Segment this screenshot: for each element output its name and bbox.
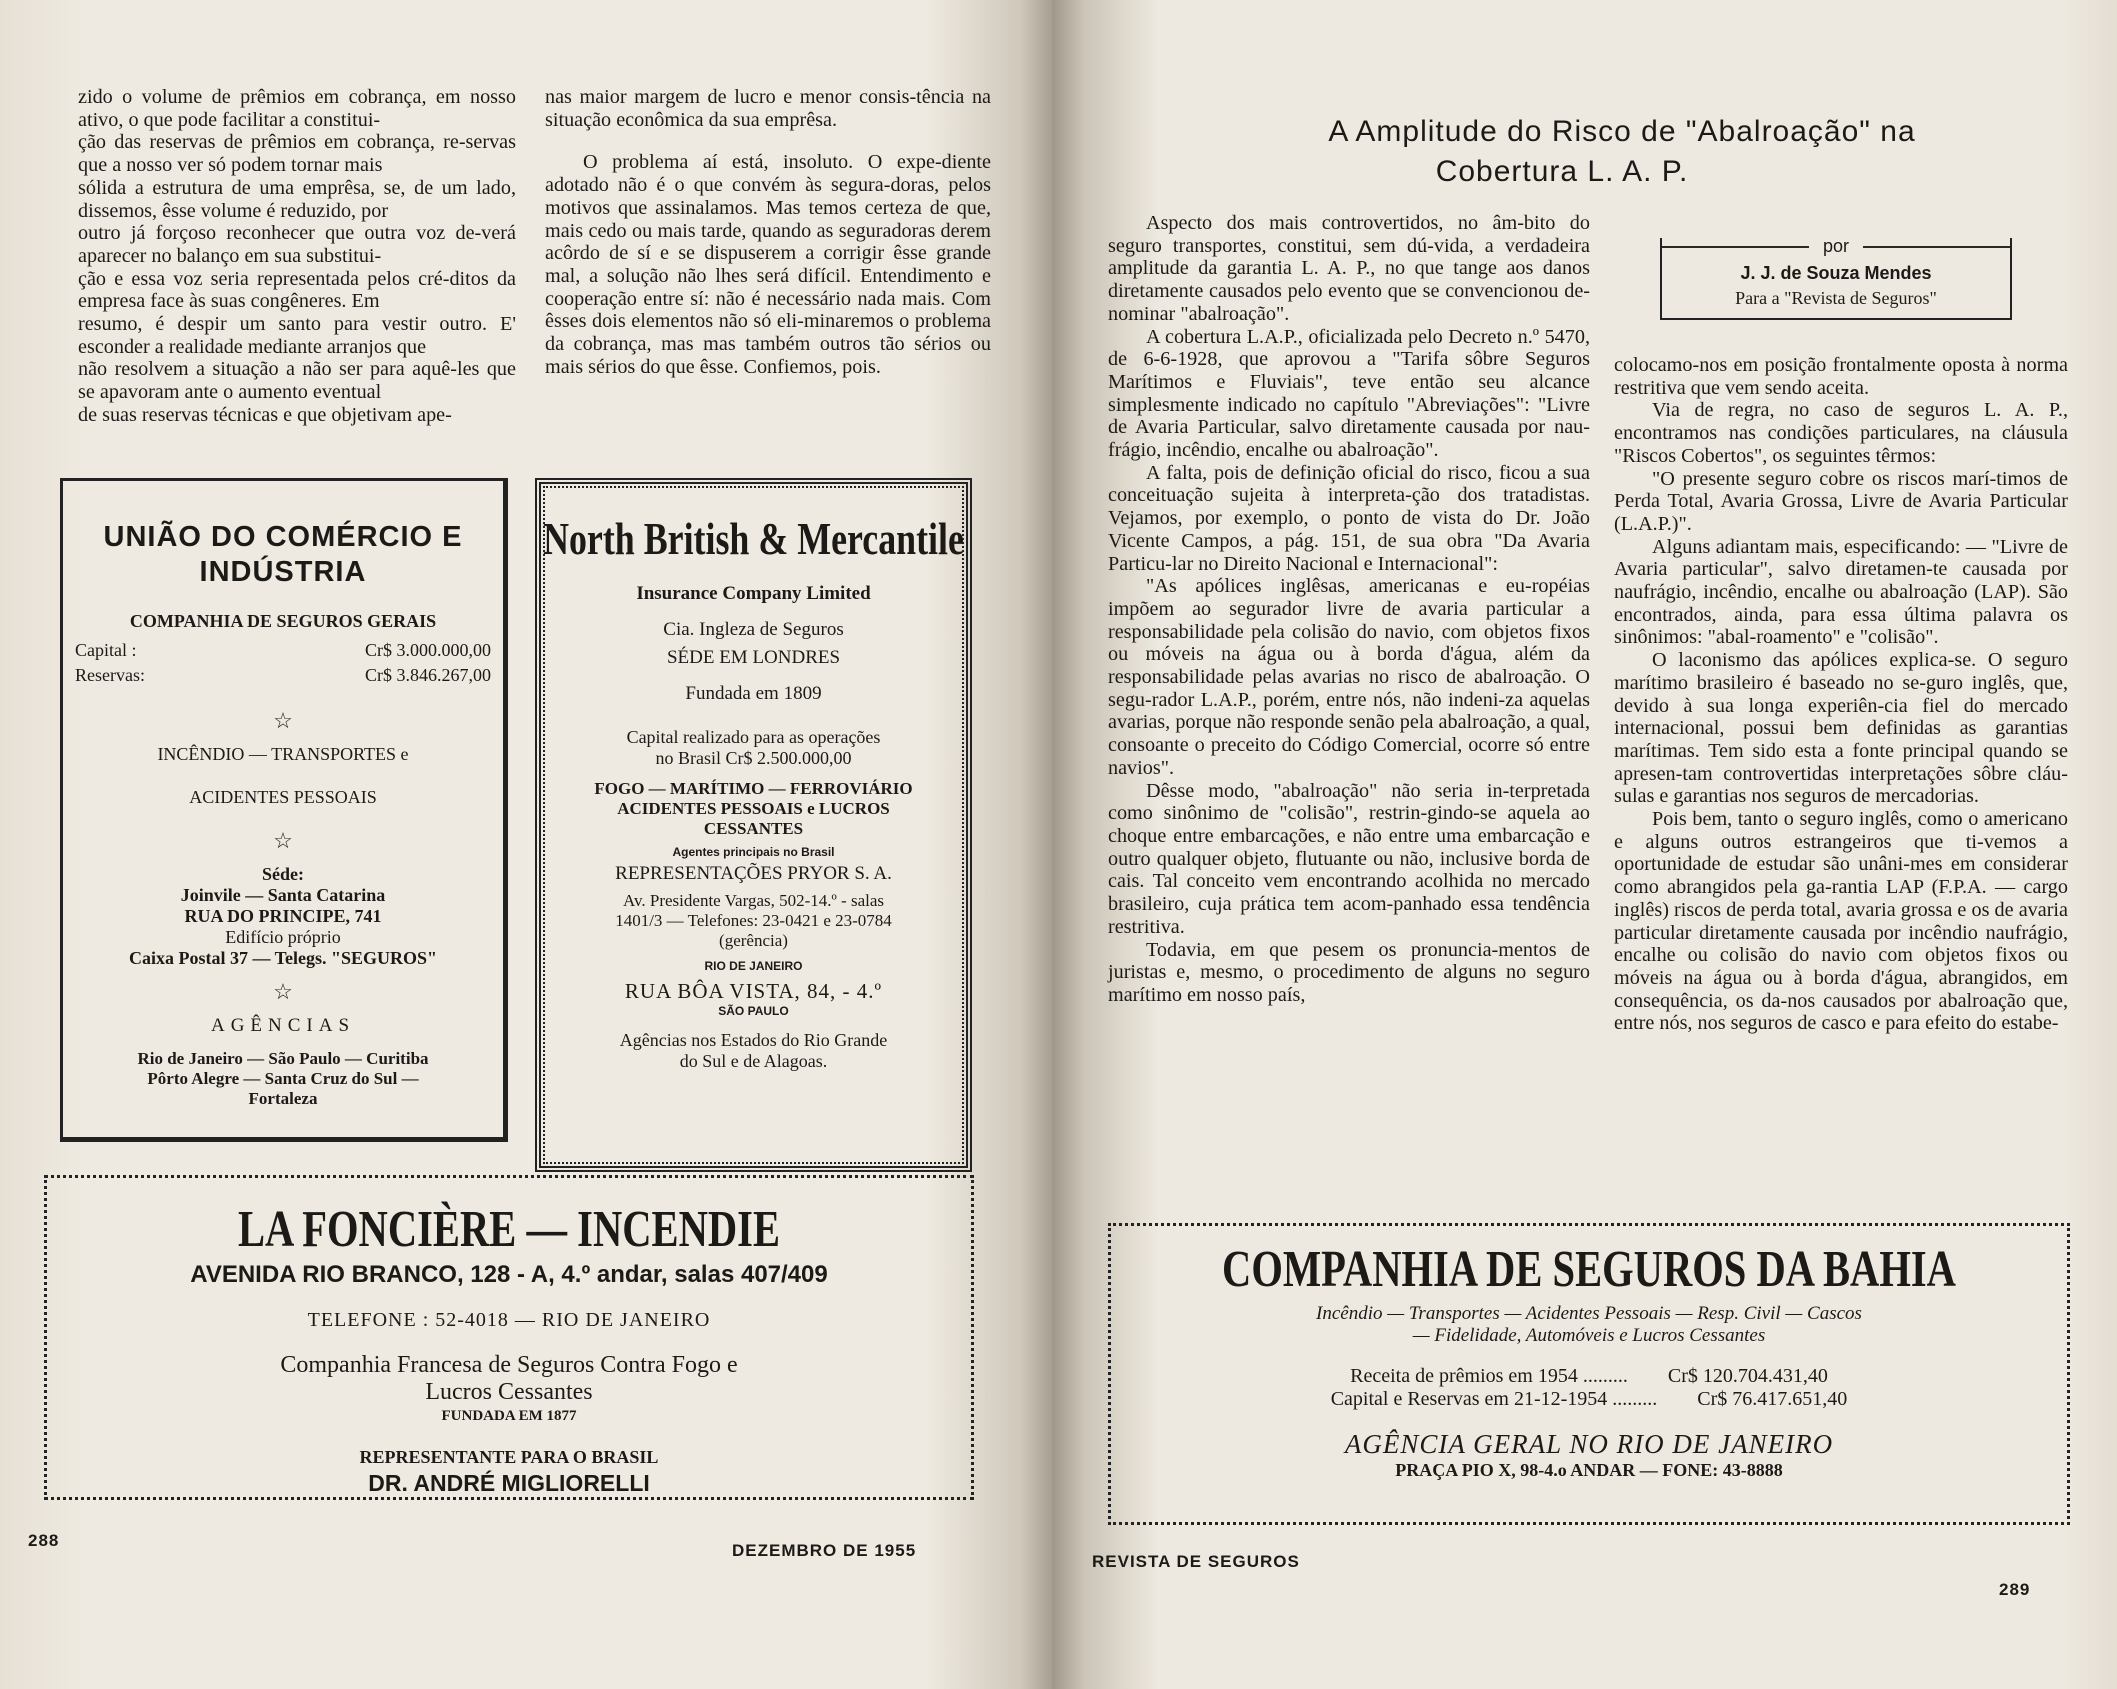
capital-label: Capital : (75, 640, 137, 660)
ad-line: Capital realizado para as operações (626, 727, 881, 747)
title-line-1: A Amplitude do Risco de "Abalroação" na (1328, 115, 1916, 148)
ad-line: Lucros Cessantes (425, 1379, 593, 1405)
article-title (1132, 112, 2112, 192)
paragraph: Alguns adiantam mais, especificando: — "Livre de Avaria particular", salvo diretamen-te causada por naufrágio, incêndio, encalhe ou abalroação (LAP). São encontrados, ainda, para essa última palavra os sinônimos: "abal-roamento" e "colisão". (1614, 535, 2068, 649)
paragraph: Dêsse modo, "abalroação" não seria in-terpretada como sinônimo de "colisão", restrin-gindo-se aquela ao choque entre embarcações, e não entre uma embarcação e outro qualquer objeto, flutuante ou não, inclusive borda de cais. Tal conceito vem encontrando acolhida no mercado brasileiro, cuja prática tem acom-panhado essa tendência restritiva. (1108, 779, 1590, 938)
paragraph: O laconismo das apólices explica-se. O seguro marítimo brasileiro é baseado no se-guro inglês, que, devido à sua longa experiên-cia fiel do mercado internacional, possui bem definidas as garantias marítimas. Tem sido esta a fonte principal quando se apresen-tam controvertidas interpretações sôbre cláu-sulas e garantias nos seguros de mercadorias. (1614, 649, 2068, 808)
ad-line: REPRESENTANTE PARA O BRASIL (359, 1447, 659, 1467)
capital-value: Cr$ 3.000.000,00 (365, 640, 491, 660)
paragraph: Aspecto dos mais controvertidos, no âm-bito do seguro transportes, constitui, sem dú-vida, a verdadeira amplitude da garantia L. A. P., no que tange aos danos diretamente causados pelo evento que se convencionou de-nominar "abalroação". (1108, 212, 1590, 325)
ad-line: Cia. Ingleza de Seguros (663, 619, 844, 640)
ad-line: Incêndio — Transportes — Acidentes Pessoais — Resp. Civil — Cascos (1316, 1303, 1862, 1324)
byline-por: por (1823, 236, 1850, 256)
paragraph: colocamo-nos em posição frontalmente oposta à norma restritiva que vem sendo aceita. (1614, 354, 2068, 399)
ad-line: Edifício próprio (225, 927, 341, 947)
star-icon: ☆ (273, 708, 293, 733)
text-line: resumo, é despir um santo para vestir outro. E' esconder a realidade mediante arranjos que (78, 313, 516, 358)
ad-title: COMPANHIA DE SEGUROS DA BAHIA (1222, 1241, 1956, 1298)
page-number: 288 (28, 1531, 60, 1550)
text-line: ção e essa voz seria representada pelos cré-ditos da empresa face às suas congêneres. Em (78, 267, 516, 313)
ad-address: AVENIDA RIO BRANCO, 128 - A, 4.º andar, salas 407/409 (190, 1261, 828, 1288)
ad-phone: TELEFONE : 52-4018 — RIO DE JANEIRO (307, 1309, 711, 1331)
footer-date: DEZEMBRO DE 1955 (732, 1541, 917, 1560)
text-line: sólida a estrutura de uma emprêsa, se, de um lado, dissemos, êsse volume é reduzido, por (78, 176, 516, 222)
ad-line: RIO DE JANEIRO (704, 959, 803, 973)
paragraph: O problema aí está, insoluto. O expe-diente adotado não é o que convém às segura-doras, pelos motivos que assinalamos. Mas temos certeza de que, mais cedo ou mais tarde, quando as seguradoras derem acôrdo de sí e se dispuserem a corrigir êsse grande mal, a solução não lhes será difícil. Entendimento e cooperação entre sí: não é necessário nada mais. Com êsses dois elementos não só eli-minaremos o problema da cobrança, mas mas também outros tão sérios ou mais sérios do que êsse. Confiemos, pois. (545, 151, 991, 378)
right-column-2 (1614, 354, 2068, 1035)
text-line: outro já forçoso reconhecer que outra voz de-verá aparecer no balanço em sua substitui- (78, 222, 516, 267)
star-icon: ☆ (273, 979, 293, 1004)
ad-line: Fundada em 1809 (685, 683, 822, 704)
paragraph: A cobertura L.A.P., oficializada pelo Decreto n.º 5470, de 6-6-1928, que aprovou a "Tarifa sôbre Seguros Marítimos e Fluviais", teve então seu alcance simplesmente indicado no capítulo "Abreviações": "Livre de Avaria Particular, salvo diretamente causada por nau-frágio, incêndio, encalhe ou abalroação". (1108, 325, 1590, 462)
ad-line: — Fidelidade, Automóveis e Lucros Cessantes (1412, 1325, 1766, 1346)
ad-line: RUA BÔA VISTA, 84, - 4.º (624, 979, 883, 1003)
ad-north-british (535, 478, 972, 1172)
ad-line: FOGO — MARÍTIMO — FERROVIÁRIO (594, 779, 913, 798)
ad-line: Rio de Janeiro — São Paulo — Curitiba (137, 1049, 429, 1068)
ad-title: North British & Mercantile (543, 513, 964, 564)
reservas-label: Reservas: (75, 665, 145, 685)
reservas-value: Cr$ 3.846.267,00 (365, 665, 491, 685)
left-column-1 (78, 86, 516, 427)
ad-line: INCÊNDIO — TRANSPORTES e (157, 744, 409, 764)
ad-line: SÉDE EM LONDRES (666, 647, 841, 668)
ad-line: Pôrto Alegre — Santa Cruz do Sul — (147, 1069, 419, 1088)
ad-line: Companhia Francesa de Seguros Contra Fogo e (280, 1352, 738, 1378)
ad-line: Insurance Company Limited (636, 583, 871, 604)
paragraph: "O presente seguro cobre os riscos marí-timos de Perda Total, Avaria Grossa, Livre de Avaria Particular (L.A.P.)". (1614, 467, 2068, 535)
footer-title: REVISTA DE SEGUROS (1092, 1552, 1300, 1571)
text-line: ção das reservas de prêmios em cobrança, re-servas que a nosso ver só podem tornar mais (78, 131, 516, 177)
star-icon: ☆ (273, 828, 293, 853)
receita-value: Cr$ 120.704.431,40 (1667, 1365, 1828, 1387)
ad-subtitle: COMPANHIA DE SEGUROS GERAIS (129, 611, 437, 631)
paragraph: Pois bem, tanto o seguro inglês, como o americano e alguns outros estrangeiros que ti-vemos a oportunidade de estudar são unâni-mes em considerar como abrangidos pela ga-rantia LAP (F.P.A. — cargo inglês) riscos de perda total, avaria grossa e os de avaria particular diretamente causada por incêndio naufrágio, encalhe ou colisão do navio com objetos fixos ou móveis na água ou à borda d'água, abrangidos, em consequência, os da-nos causados por abalroação que, entre nós, nos seguros de casco e para efeito do estabe- (1614, 808, 2068, 1035)
text-line: zido o volume de prêmios em cobrança, em nosso ativo, o que pode facilitar a constitui- (78, 86, 516, 131)
text-line: não resolvem a situação a não ser para aquê-les que se apavoram ante o aumento eventual (78, 358, 516, 404)
ad-line: Joinvile — Santa Catarina (180, 885, 386, 905)
ad-address: PRAÇA PIO X, 98-4.o ANDAR — FONE: 43-8888 (1395, 1460, 1783, 1480)
ad-line: 1401/3 — Telefones: 23-0421 e 23-0784 (615, 911, 892, 930)
ad-agency: AGÊNCIA GERAL NO RIO DE JANEIRO (1344, 1429, 1834, 1459)
capital-reservas-value: Cr$ 76.417.651,40 (1697, 1388, 1848, 1410)
right-page (1052, 0, 2117, 1689)
byline-for: Para a "Revista de Seguros" (1735, 288, 1937, 308)
byline-box (1660, 238, 2012, 320)
sede-label: Séde: (262, 864, 304, 884)
ad-line: REPRESENTAÇÕES PRYOR S. A. (615, 863, 892, 884)
title-line-2: Cobertura L. A. P. (1435, 155, 1689, 188)
ad-line: Agências nos Estados do Rio Grande (619, 1030, 888, 1050)
ad-line: no Brasil Cr$ 2.500.000,00 (655, 748, 852, 768)
ad-line: RUA DO PRINCIPE, 741 (184, 906, 382, 926)
right-column-1 (1108, 212, 1590, 1007)
byline-author: J. J. de Souza Mendes (1740, 263, 1932, 283)
ad-la-fonciere (44, 1175, 974, 1500)
ad-line: SÃO PAULO (718, 1004, 789, 1018)
paragraph: Via de regra, no caso de seguros L. A. P., encontramos nas condições particulares, na cláusula "Riscos Cobertos", os seguintes têrmos: (1614, 399, 2068, 467)
ad-line: Caixa Postal 37 — Telegs. "SEGUROS" (128, 948, 438, 968)
ad-seguros-bahia (1108, 1223, 2070, 1525)
left-page (0, 0, 1052, 1689)
paragraph: Todavia, em que pesem os pronuncia-mentos de juristas e, mesmo, o procedimento de alguns no seguro marítimo em nosso país, (1108, 938, 1590, 1006)
ad-line: (gerência) (719, 931, 788, 950)
ad-title: UNIÃO DO COMÉRCIO E (103, 521, 463, 553)
paragraph: nas maior margem de lucro e menor consis-tência na situação econômica da sua emprêsa. (545, 86, 991, 131)
ad-line: Av. Presidente Vargas, 502-14.º - salas (622, 891, 884, 910)
agencias-label: AGÊNCIAS (210, 1015, 356, 1036)
ad-line: ACIDENTES PESSOAIS (189, 787, 377, 807)
ad-name: DR. ANDRÉ MIGLIORELLI (368, 1470, 650, 1496)
ad-line: Fortaleza (248, 1089, 318, 1108)
ad-line: Agentes principais no Brasil (672, 845, 835, 859)
left-column-2 (545, 86, 991, 378)
ad-uniao-comercio (60, 478, 508, 1142)
capital-reservas-label: Capital e Reservas em 21-12-1954 ......... (1330, 1388, 1658, 1410)
ad-line: FUNDADA EM 1877 (441, 1408, 577, 1424)
ad-title: INDÚSTRIA (199, 556, 367, 588)
paragraph: A falta, pois de definição oficial do risco, ficou a sua conceituação sujeita à interpreta-ção dos tratadistas. Vejamos, por exemplo, o ponto de vista do Dr. João Vicente Campos, a pág. 151, de sua obra "Da Avaria Particu-lar no Direito Nacional e Internacional": (1108, 461, 1590, 575)
text-line: de suas reservas técnicas e que objetivam ape- (78, 403, 452, 426)
ad-title: LA FONCIÈRE — INCENDIE (237, 1201, 781, 1258)
ad-line: do Sul e de Alagoas. (679, 1051, 828, 1071)
ad-line: CESSANTES (703, 819, 804, 838)
page-number: 289 (1999, 1580, 2031, 1599)
ad-line: ACIDENTES PESSOAIS e LUCROS (617, 799, 890, 818)
receita-label: Receita de prêmios em 1954 ......... (1350, 1365, 1628, 1387)
paragraph: "As apólices inglêsas, americanas e eu-ropéias impõem ao segurador livre de avaria particular a responsabilidade pela colisão do navio, com objetos fixos ou móveis na água ou à borda d'água, além da responsabilidade pelas avarias no risco de abalroação. O segu-rador L.A.P., porém, entre nós, não indeni-za aquelas avarias, porque não responde senão pela abalroação, a qual, consoante o preceito do Código Comercial, ocorre só entre navios". (1108, 575, 1590, 779)
